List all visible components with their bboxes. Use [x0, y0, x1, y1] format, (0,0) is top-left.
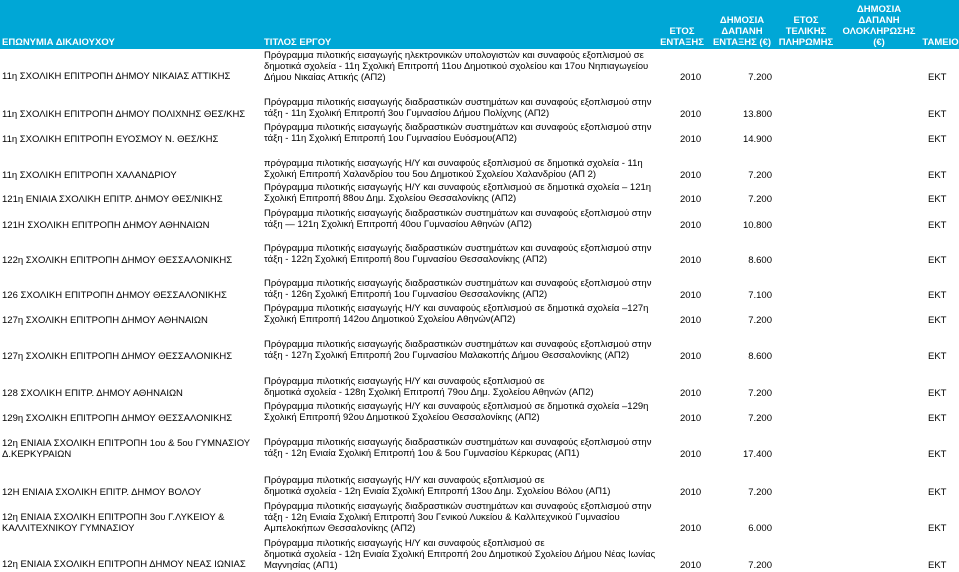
project-title: Πρόγραμμα πιλοτικής εισαγωγής διαδραστικών συστημάτων και συναφούς εξοπλισμού στην τάξη — 121η Σχολική Επιτροπή 40ου Γυμνασίου Αθηνών (ΑΠ2) — [264, 208, 652, 230]
fund-name: ΕΚΤ — [928, 255, 947, 266]
project-title: Πρόγραμμα πιλοτικής εισαγωγής διαδραστικών συστημάτων και συναφούς εξοπλισμού στην τάξη - 127η Σχολική Επιτροπή 2ου Γυμνασίου Μαλακοπής Δήμου Θεσσαλονίκης (ΑΠ2) — [264, 339, 652, 361]
public-expense-amount: 7.200 — [748, 170, 772, 181]
fund-name: ΕΚΤ — [928, 72, 947, 83]
header-public-expense: ΔΗΜΟΣΙΑ ΔΑΠΑΝΗ ΕΝΤΑΞΗΣ (€) — [712, 15, 772, 48]
fund-name: ΕΚΤ — [928, 109, 947, 120]
project-title: Πρόγραμμα πιλοτικής εισαγωγής διαδραστικών συστημάτων και συναφούς εξοπλισμού στην τάξη - 12η Ενιαία Σχολική Επιτροπή 3ου Γενικού Λυκείου & Καλλιτεχνικού Γυμνασίου Αμπελοκήπων Θεσσαλονίκης (ΑΠ2) — [264, 501, 652, 534]
project-title: Πρόγραμμα πιλοτικής εισαγωγής διαδραστικών συστημάτων και συναφούς εξοπλισμού στην τάξη - 12η Ενιαία Σχολική Επιτροπή 1ου & 5ου Γυμνασίου Κέρκυρας (ΑΠ1) — [264, 437, 652, 459]
beneficiary-name: 12η ΕΝΙΑΙΑ ΣΧΟΛΙΚΗ ΕΠΙΤΡΟΠΗ ΔΗΜΟΥ ΝΕΑΣ ΙΩΝΙΑΣ — [2, 559, 246, 570]
year-entry: 2010 — [680, 72, 702, 83]
project-title: Πρόγραμμα πιλοτικής εισαγωγής διαδραστικών συστημάτων και συναφούς εξοπλισμού στην τάξη - 122η Σχολική Επιτροπή 8ου Γυμνασίου Θεσσαλονίκης (ΑΠ2) — [264, 243, 652, 265]
fund-name: ΕΚΤ — [928, 388, 947, 399]
year-entry: 2010 — [680, 109, 702, 120]
fund-name: ΕΚΤ — [928, 194, 947, 205]
beneficiary-name: 121η ΕΝΙΑΙΑ ΣΧΟΛΙΚΗ ΕΠΙΤΡ. ΔΗΜΟΥ ΘΕΣ/ΝΙΚΗΣ — [2, 194, 223, 205]
fund-name: ΕΚΤ — [928, 170, 947, 181]
public-expense-amount: 8.600 — [748, 351, 772, 362]
public-expense-amount: 8.600 — [748, 255, 772, 266]
header-fund: ΤΑΜΕΙΟ — [922, 37, 959, 48]
year-entry: 2010 — [680, 487, 702, 498]
header-total-public: ΔΗΜΟΣΙΑ ΔΑΠΑΝΗ ΟΛΟΚΛΗΡΩΣΗΣ (€) — [842, 4, 916, 48]
public-expense-amount: 14.900 — [742, 134, 772, 145]
year-entry: 2010 — [680, 351, 702, 362]
public-expense-amount: 7.200 — [748, 388, 772, 399]
header-title: ΤΙΤΛΟΣ ΕΡΓΟΥ — [264, 37, 332, 48]
year-entry: 2010 — [680, 134, 702, 145]
beneficiary-name: 11η ΣΧΟΛΙΚΗ ΕΠΙΤΡΟΠΗ ΕΥΟΣΜΟΥ Ν. ΘΕΣ/ΚΗΣ — [2, 134, 219, 145]
public-expense-amount: 10.800 — [742, 220, 772, 231]
project-title: Πρόγραμμα πιλοτικής εισαγωγής Η/Υ και συναφούς εξοπλισμού σε δημοτικά σχολεία - 12η Ενιαία Σχολική Επιτροπή 2ου Δημοτικού Σχολείου Δήμου Νέας Ιωνίας Μαγνησίας (ΑΠ1) — [264, 538, 656, 571]
year-entry: 2010 — [680, 388, 702, 399]
public-expense-amount: 7.100 — [748, 290, 772, 301]
public-expense-amount: 17.400 — [742, 449, 772, 460]
public-expense-amount: 7.200 — [748, 194, 772, 205]
beneficiary-name: 11η ΣΧΟΛΙΚΗ ΕΠΙΤΡΟΠΗ ΔΗΜΟΥ ΝΙΚΑΙΑΣ ΑΤΤΙΚΗΣ — [2, 71, 231, 82]
public-expense-amount: 6.000 — [748, 523, 772, 534]
year-entry: 2010 — [680, 449, 702, 460]
beneficiary-name: 12Η ΕΝΙΑΙΑ ΣΧΟΛΙΚΗ ΕΠΙΤΡ. ΔΗΜΟΥ ΒΟΛΟΥ — [2, 487, 202, 498]
year-entry: 2010 — [680, 194, 702, 205]
beneficiary-name: 12η ΕΝΙΑΙΑ ΣΧΟΛΙΚΗ ΕΠΙΤΡΟΠΗ 3ου Γ.ΛΥΚΕΙΟΥ & ΚΑΛΛΙΤΕΧΝΙΚΟΥ ΓΥΜΝΑΣΙΟΥ — [2, 512, 225, 534]
beneficiary-name: 126 ΣΧΟΛΙΚΗ ΕΠΙΤΡΟΠΗ ΔΗΜΟΥ ΘΕΣΣΑΛΟΝΙΚΗΣ — [2, 290, 227, 301]
year-entry: 2010 — [680, 255, 702, 266]
fund-name: ΕΚΤ — [928, 290, 947, 301]
table-header — [0, 0, 959, 49]
public-expense-amount: 7.200 — [748, 72, 772, 83]
project-title: Πρόγραμμα πιλοτικής εισαγωγής Η/Υ και συναφούς εξοπλισμού σε δημοτικά σχολεία - 12η Ενιαία Σχολική Επιτροπή 13ου Δημ. Σχολείου Βόλου (ΑΠ1) — [264, 475, 611, 497]
project-title: Πρόγραμμα πιλοτικής εισαγωγής διαδραστικών συστημάτων και συναφούς εξοπλισμού στην τάξη - 11η Σχολική Επιτροπή 1ου Γυμνασίου Ευόσμου(ΑΠ2) — [264, 122, 652, 144]
public-expense-amount: 7.200 — [748, 413, 772, 424]
beneficiary-name: 128 ΣΧΟΛΙΚΗ ΕΠΙΤΡ. ΔΗΜΟΥ ΑΘΗΝΑΙΩΝ — [2, 388, 183, 399]
beneficiary-name: 129η ΣΧΟΛΙΚΗ ΕΠΙΤΡΟΠΗ ΔΗΜΟΥ ΘΕΣΣΑΛΟΝΙΚΗΣ — [2, 413, 233, 424]
year-entry: 2010 — [680, 413, 702, 424]
beneficiary-name: 127η ΣΧΟΛΙΚΗ ΕΠΙΤΡΟΠΗ ΔΗΜΟΥ ΑΘΗΝΑΙΩΝ — [2, 315, 208, 326]
year-entry: 2010 — [680, 560, 702, 571]
public-expense-amount: 13.800 — [742, 109, 772, 120]
public-expense-amount: 7.200 — [748, 560, 772, 571]
fund-name: ΕΚΤ — [928, 315, 947, 326]
header-year-entry: ΕΤΟΣ ΕΝΤΑΞΗΣ — [660, 26, 704, 48]
project-title: Πρόγραμμα πιλοτικής εισαγωγής Η/Υ και συναφούς εξοπλισμού σε δημοτικά σχολεία - 128η Σχολική Επιτροπή 79ου Δημ. Σχολείου Αθηνών (ΑΠ2) — [264, 376, 594, 398]
project-title: Πρόγραμμα πιλοτικής εισαγωγής Η/Υ και συναφούς εξοπλισμού σε δημοτικά σχολεία – 121η Σχολική Επιτροπή 88ου Δημ. Σχολείου Θεσσαλονίκης (ΑΠ2) — [264, 182, 652, 204]
header-beneficiary: ΕΠΩΝΥΜΙΑ ΔΙΚΑΙΟΥΧΟΥ — [2, 37, 115, 48]
fund-name: ΕΚΤ — [928, 220, 947, 231]
beneficiary-name: 127η ΣΧΟΛΙΚΗ ΕΠΙΤΡΟΠΗ ΔΗΜΟΥ ΘΕΣΣΑΛΟΝΙΚΗΣ — [2, 351, 233, 362]
project-title: Πρόγραμμα πιλοτικής εισαγωγής διαδραστικών συστημάτων και συναφούς εξοπλισμού στην τάξη - 11η Σχολική Επιτροπή 3ου Γυμνασίου Δήμου Πολίχνης (ΑΠ2) — [264, 97, 652, 119]
project-title: Πρόγραμμα πιλοτικής εισαγωγής ηλεκτρονικών υπολογιστών και συναφούς εξοπλισμού σε δημοτικά σχολεία - 11η Σχολική Επιτροπή 11ου Δημοτικού σχολείου και 17ου Νηπιαγωγείου Δήμου Νικαίας Αττικής (ΑΠ2) — [264, 50, 649, 83]
year-entry: 2010 — [680, 523, 702, 534]
project-title: Πρόγραμμα πιλοτικής εισαγωγής διαδραστικών συστημάτων και συναφούς εξοπλισμού στην τάξη - 126η Σχολική Επιτροπή 1ου Γυμνασίου Θεσσαλονίκης (ΑΠ2) — [264, 278, 652, 300]
year-entry: 2010 — [680, 220, 702, 231]
fund-name: ΕΚΤ — [928, 413, 947, 424]
fund-name: ΕΚΤ — [928, 523, 947, 534]
fund-name: ΕΚΤ — [928, 351, 947, 362]
fund-name: ΕΚΤ — [928, 449, 947, 460]
project-title: Πρόγραμμα πιλοτικής εισαγωγής Η/Υ και συναφούς εξοπλισμού σε δημοτικά σχολεία –129η Σχολική Επιτροπή 92ου Δημοτικού Σχολείου Θεσσαλονίκης (ΑΠ2) — [264, 401, 649, 423]
beneficiary-name: 12η ΕΝΙΑΙΑ ΣΧΟΛΙΚΗ ΕΠΙΤΡΟΠΗ 1ου & 5ου ΓΥΜΝΑΣΙΟΥ Δ.ΚΕΡΚΥΡΑΙΩΝ — [2, 438, 251, 460]
header-final-year: ΕΤΟΣ ΤΕΛΙΚΗΣ ΠΛΗΡΩΜΗΣ — [778, 15, 834, 48]
year-entry: 2010 — [680, 170, 702, 181]
beneficiary-name: 11η ΣΧΟΛΙΚΗ ΕΠΙΤΡΟΠΗ ΧΑΛΑΝΔΡΙΟΥ — [2, 170, 177, 181]
fund-name: ΕΚΤ — [928, 560, 947, 571]
year-entry: 2010 — [680, 290, 702, 301]
beneficiary-name: 11η ΣΧΟΛΙΚΗ ΕΠΙΤΡΟΠΗ ΔΗΜΟΥ ΠΟΛΙΧΝΗΣ ΘΕΣ/ΚΗΣ — [2, 109, 246, 120]
project-title: πρόγραμμα πιλοτικής εισαγωγής Η/Υ και συναφούς εξοπλισμού σε δημοτικά σχολεία - 11η Σχολική Επιτροπή Χαλανδρίου του 5ου Δημοτικού Σχολείου Χαλανδρίου (ΑΠ 2) — [264, 158, 643, 180]
project-title: Πρόγραμμα πιλοτικής εισαγωγής Η/Υ και συναφούς εξοπλισμού σε δημοτικά σχολεία –127η Σχολική Επιτροπή 142ου Δημοτικού Σχολείου Αθηνών(ΑΠ2) — [264, 303, 649, 325]
public-expense-amount: 7.200 — [748, 315, 772, 326]
year-entry: 2010 — [680, 315, 702, 326]
public-expense-amount: 7.200 — [748, 487, 772, 498]
beneficiary-name: 121Η ΣΧΟΛΙΚΗ ΕΠΙΤΡΟΠΗ ΔΗΜΟΥ ΑΘΗΝΑΙΩΝ — [2, 220, 210, 231]
beneficiary-name: 122η ΣΧΟΛΙΚΗ ΕΠΙΤΡΟΠΗ ΔΗΜΟΥ ΘΕΣΣΑΛΟΝΙΚΗΣ — [2, 255, 233, 266]
fund-name: ΕΚΤ — [928, 487, 947, 498]
fund-name: ΕΚΤ — [928, 134, 947, 145]
